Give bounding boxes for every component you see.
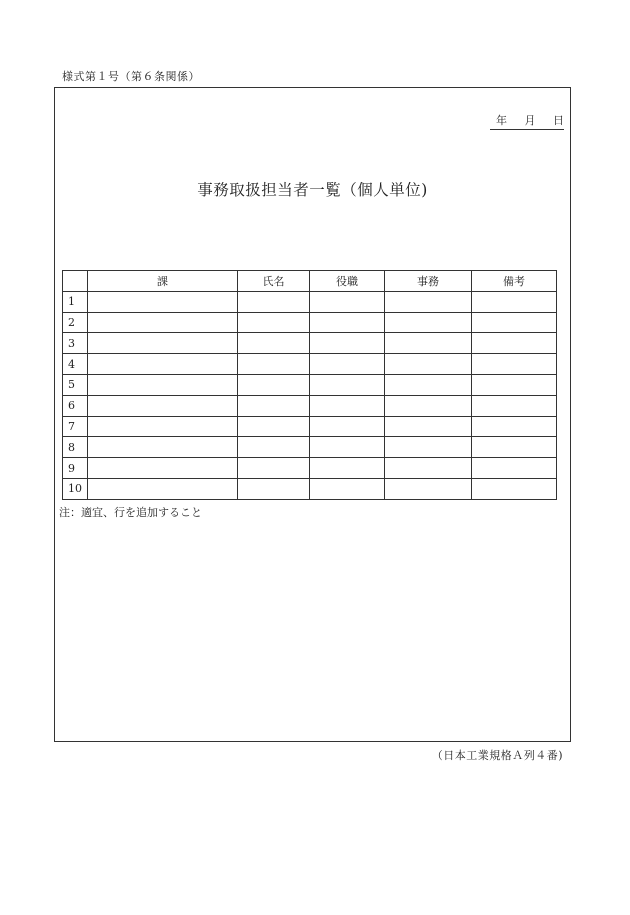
remarks-cell[interactable] <box>472 374 557 395</box>
table-row <box>63 395 557 416</box>
row-number: 4 <box>63 354 88 375</box>
position-cell[interactable] <box>310 437 385 458</box>
position-cell[interactable] <box>310 374 385 395</box>
position-cell[interactable] <box>310 312 385 333</box>
duties-cell[interactable] <box>385 478 472 499</box>
name-cell[interactable] <box>238 395 310 416</box>
duties-cell[interactable] <box>385 312 472 333</box>
position-cell[interactable] <box>310 333 385 354</box>
duties-cell[interactable] <box>385 416 472 437</box>
section-cell[interactable] <box>88 312 238 333</box>
row-number: 2 <box>63 312 88 333</box>
duties-cell[interactable] <box>385 354 472 375</box>
section-cell[interactable] <box>88 437 238 458</box>
row-number: 6 <box>63 395 88 416</box>
column-header-duties: 事務 <box>385 271 472 292</box>
table-row <box>63 437 557 458</box>
column-header-section: 課 <box>88 271 238 292</box>
duties-cell[interactable] <box>385 291 472 312</box>
section-cell[interactable] <box>88 333 238 354</box>
remarks-cell[interactable] <box>472 291 557 312</box>
row-number: 10 <box>63 478 88 499</box>
name-cell[interactable] <box>238 333 310 354</box>
section-cell[interactable] <box>88 374 238 395</box>
remarks-cell[interactable] <box>472 354 557 375</box>
name-cell[interactable] <box>238 312 310 333</box>
remarks-cell[interactable] <box>472 416 557 437</box>
table-row <box>63 374 557 395</box>
section-cell[interactable] <box>88 416 238 437</box>
column-header-remarks: 備考 <box>472 271 557 292</box>
row-number: 8 <box>63 437 88 458</box>
paper-size-label: （日本工業規格Ａ列４番) <box>431 749 563 762</box>
name-cell[interactable] <box>238 374 310 395</box>
table-row <box>63 291 557 312</box>
section-cell[interactable] <box>88 354 238 375</box>
table-row <box>63 333 557 354</box>
footnote: 注：適宜、行を追加すること <box>59 506 202 519</box>
staff-roster-table <box>62 270 557 500</box>
form-frame <box>54 87 571 742</box>
remarks-cell[interactable] <box>472 333 557 354</box>
remarks-cell[interactable] <box>472 458 557 479</box>
roster-body <box>63 291 557 499</box>
table-row <box>63 458 557 479</box>
section-cell[interactable] <box>88 458 238 479</box>
date-year-label: 年 <box>496 114 507 127</box>
name-cell[interactable] <box>238 354 310 375</box>
remarks-cell[interactable] <box>472 395 557 416</box>
column-header-position: 役職 <box>310 271 385 292</box>
section-cell[interactable] <box>88 478 238 499</box>
row-number: 5 <box>63 374 88 395</box>
row-number: 1 <box>63 291 88 312</box>
remarks-cell[interactable] <box>472 437 557 458</box>
table-row <box>63 312 557 333</box>
remarks-cell[interactable] <box>472 478 557 499</box>
row-number: 7 <box>63 416 88 437</box>
column-header-name: 氏名 <box>238 271 310 292</box>
duties-cell[interactable] <box>385 333 472 354</box>
name-cell[interactable] <box>238 291 310 312</box>
duties-cell[interactable] <box>385 458 472 479</box>
table-row <box>63 478 557 499</box>
name-cell[interactable] <box>238 478 310 499</box>
date-day-label: 日 <box>553 114 564 127</box>
section-cell[interactable] <box>88 395 238 416</box>
duties-cell[interactable] <box>385 374 472 395</box>
section-cell[interactable] <box>88 291 238 312</box>
position-cell[interactable] <box>310 458 385 479</box>
column-header-number <box>63 271 88 292</box>
table-row <box>63 354 557 375</box>
name-cell[interactable] <box>238 416 310 437</box>
name-cell[interactable] <box>238 458 310 479</box>
position-cell[interactable] <box>310 395 385 416</box>
row-number: 9 <box>63 458 88 479</box>
document-title: 事務取扱担当者一覧（個人単位) <box>197 181 428 199</box>
remarks-cell[interactable] <box>472 312 557 333</box>
table-header-row <box>63 271 557 292</box>
position-cell[interactable] <box>310 416 385 437</box>
table-row <box>63 416 557 437</box>
form-number-label: 様式第１号（第６条関係） <box>62 70 200 83</box>
duties-cell[interactable] <box>385 437 472 458</box>
duties-cell[interactable] <box>385 395 472 416</box>
position-cell[interactable] <box>310 354 385 375</box>
position-cell[interactable] <box>310 291 385 312</box>
name-cell[interactable] <box>238 437 310 458</box>
date-field[interactable] <box>490 112 564 130</box>
date-month-label: 月 <box>524 114 536 127</box>
position-cell[interactable] <box>310 478 385 499</box>
row-number: 3 <box>63 333 88 354</box>
